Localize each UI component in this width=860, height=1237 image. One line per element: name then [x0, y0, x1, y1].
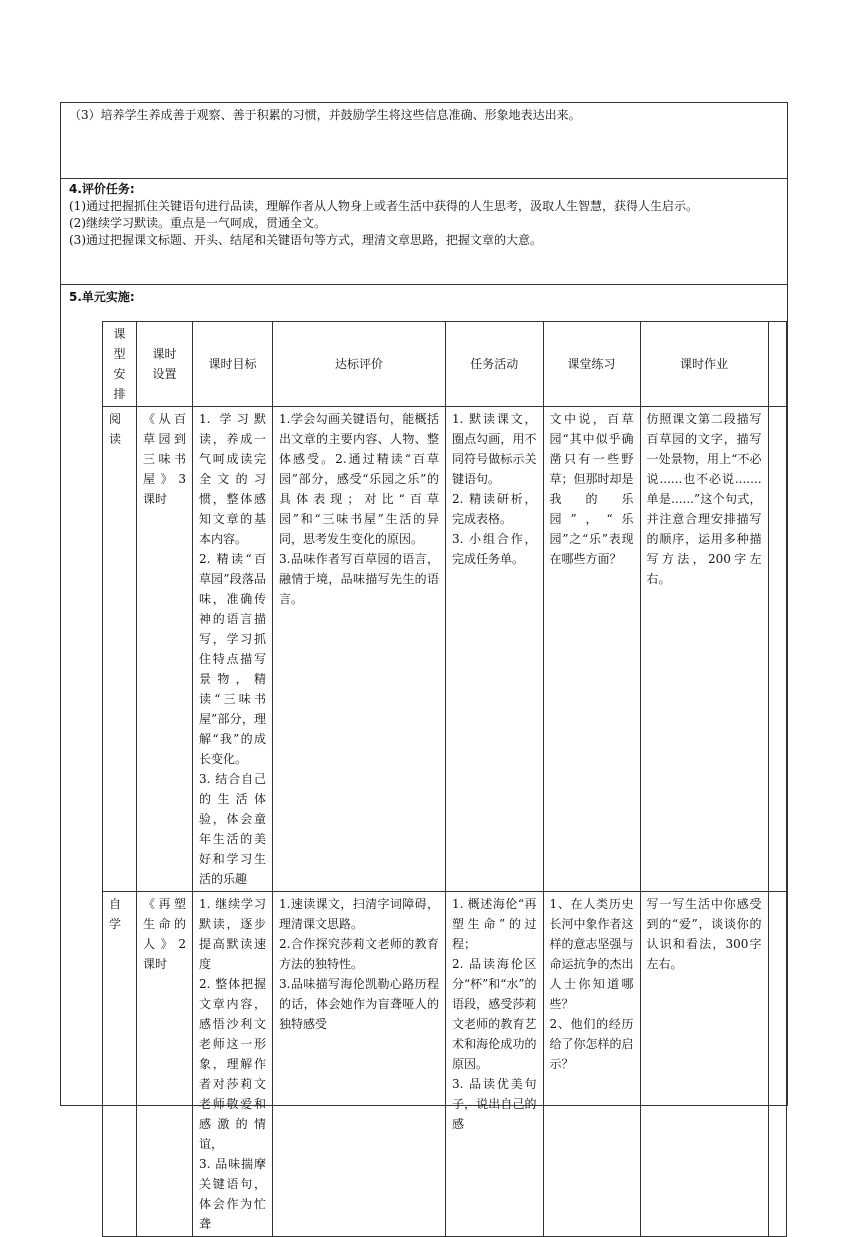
header-eval: 达标评价	[273, 322, 446, 407]
row2-practice: 1、在人类历史长河中象作者这样的意志坚强与命运抗争的杰出人士你知道哪些？ 2、他们的经历给了你怎样的启示？	[543, 892, 640, 1237]
evaluation-item-3: (3)通过把握课文标题、开头、结尾和关键语句等方式，理清文章思路，把握文章的大意。	[69, 233, 543, 247]
header-setting: 课时设置	[137, 322, 193, 407]
row1-extra	[768, 407, 786, 892]
row1-setting: 《从百草园到三味书屋》3课时	[137, 407, 193, 892]
row2-goal: 1. 继续学习默读，逐步提高默读速度 2. 整体把握文章内容，感悟沙利文老师这一形象，理解作者对莎莉文老师敬爱和感激的情谊， 3. 品味揣摩关键语句，体会作为忙聋	[193, 892, 273, 1237]
goal-3-text: （3）培养学生养成善于观察、善于积累的习惯，并鼓励学生将这些信息准确、形象地表达出来。	[69, 108, 581, 122]
section-evaluation	[61, 179, 787, 285]
implementation-table	[102, 321, 787, 1237]
table-header-row	[103, 322, 787, 407]
evaluation-title: 4.评价任务:	[69, 182, 135, 196]
row1-practice: 文中说，百草园“其中似乎确凿只有一些野草；但那时却是我的乐园”，“乐园”之“乐”表现在哪些方面？	[543, 407, 640, 892]
section-goal-3	[61, 103, 787, 179]
row2-setting: 《再塑生命的人》2课时	[137, 892, 193, 1237]
section-implementation	[61, 285, 787, 1231]
row1-activity: 1. 默读课文，圈点勾画，用不同符号做标示关键语句。 2. 精读研析，完成表格。 3. 小组合作，完成任务单。	[446, 407, 544, 892]
table-row	[103, 892, 787, 1237]
row1-homework: 仿照课文第二段描写百草园的文字，描写一处景物，用上“不必说......也不必说.......单是......”这个句式，并注意合理安排描写的顺序，运用多种描写方法，200字左右。	[640, 407, 768, 892]
table-row	[103, 407, 787, 892]
header-goal: 课时目标	[193, 322, 273, 407]
header-homework: 课时作业	[640, 322, 768, 407]
evaluation-item-1: (1)通过把握抓住关键语句进行品读，理解作者从人物身上或者生活中获得的人生思考，汲取人生智慧，获得人生启示。	[69, 199, 699, 213]
row2-type: 自学	[103, 892, 137, 1237]
header-practice: 课堂练习	[543, 322, 640, 407]
header-activity: 任务活动	[446, 322, 544, 407]
implementation-title: 5.单元实施:	[69, 290, 135, 304]
row2-extra	[768, 892, 786, 1237]
header-type: 课型安排	[103, 322, 137, 407]
evaluation-item-2: (2)继续学习默读。重点是一气呵成，贯通全文。	[69, 216, 326, 230]
row2-activity: 1. 概述海伦“再塑生命”的过程； 2. 品读海伦区分“杯”和“水”的语段，感受莎莉文老师的教育艺术和海伦成功的原因。 3. 品读优美句子，说出自己的感	[446, 892, 544, 1237]
document-table	[60, 102, 788, 1231]
row2-homework: 写一写生活中你感受到的“爱”，谈谈你的认识和看法，300字左右。	[640, 892, 768, 1237]
row1-goal: 1. 学习默读，养成一气呵成读完全文的习惯，整体感知文章的基本内容。 2. 精读“百草园”段落品味，准确传神的语言描写，学习抓住特点描写景物，精读“三味书屋”部分，理解“我”的成长变化。 3. 结合自己的生活体验，体会童年生活的美好和学习生活的乐趣	[193, 407, 273, 892]
row1-type: 阅读	[103, 407, 137, 892]
row1-eval: 1.学会勾画关键语句，能概括出文章的主要内容、人物、整体感受。2.通过精读“百草园”部分，感受“乐园之乐”的具体表现；对比“百草园”和“三味书屋”生活的异同，思考发生变化的原因。 3.品味作者写百草园的语言，融情于境，品味描写先生的语言。	[273, 407, 446, 892]
header-extra	[768, 322, 786, 407]
row2-eval: 1.速读课文，扫清字词障碍，理清课文思路。 2.合作探究莎莉文老师的教育方法的独特性。 3.品味描写海伦凯勒心路历程的话，体会她作为盲聋哑人的独特感受	[273, 892, 446, 1237]
